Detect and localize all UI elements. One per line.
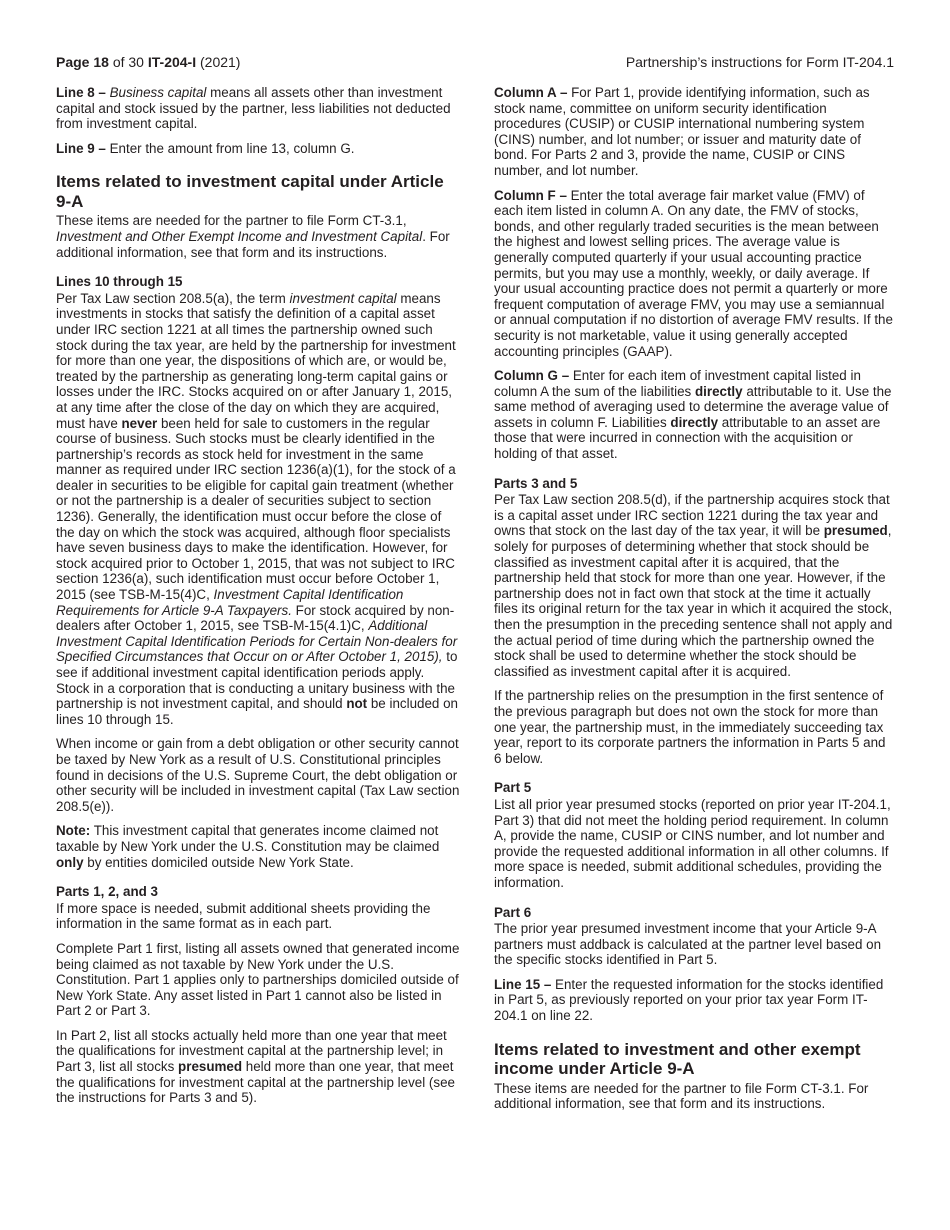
page-header bbox=[56, 53, 894, 71]
note-paragraph: Note: This investment capital that generates income claimed not taxable by New York under the U.S. Constitution may be claimed only by entities domiciled outside New York State. bbox=[56, 823, 440, 870]
section-heading-exempt-income: Items related to investment and other exempt income under Article 9-A bbox=[494, 1039, 861, 1079]
page-total: of 30 bbox=[108, 54, 148, 70]
exempt-income-intro: These items are needed for the partner to file Form CT-3.1. For additional information, see that form and its instructions. bbox=[494, 1080, 869, 1112]
header-title: Partnership’s instructions for Form IT-204.1 bbox=[625, 54, 894, 70]
form-year: (2021) bbox=[196, 54, 241, 70]
heading-parts-1-2-3: Parts 1, 2, and 3 bbox=[56, 884, 158, 900]
line8-paragraph: Line 8 – Business capital means all assets other than investment capital and stock issued by the partner, less liabilities not deducted from investment capital. bbox=[56, 85, 451, 132]
lines-10-15-paragraph: Per Tax Law section 208.5(a), the term investment capital means investments in stocks that satisfy the definition of a capital asset under IRC section 1221 at all times the partnership owned such stock during the tax year, are held by the partnership for investment for more than one year, the dispositions of which are, or would be, treated by the partnership as generating long-term capital gains or losses under the IRC. Stocks acquired on or after January 1, 2015, at any time after the close of the day on which they are acquired, must have never been held for sale to customers in the regular course of business. Such stocks must be clearly identified in the partnership’s records as stock held for investment in the same manner as required under IRC section 1236(a)(1), for the stock of a dealer in securities to be eligible for capital gain treatment (whether or not the partnership is a dealer of securities subject to section 1236). Generally, the identification must occur before the close of the day on which the stock was acquired, although floor specialists have seven business days to make the identification. However, for stock acquired prior to October 1, 2015, that was not subject to IRC section 1236(a), such identification must occur before October 1, 2015 (see TSB-M-15(4)C, Investment Capital Identification Requirements for Article 9-A Taxpayers. For stock acquired by non-dealers after October 1, 2015, see TSB-M-15(4.1)C, Additional Investment Capital Identification Periods for Certain Non-dealers for Specified Circumstances that Occur on or After October 1, 2015), to see if additional investment capital identification periods apply. Stock in a corporation that is conducting a unitary business with the partnership is not investment capital, and should not be included on lines 10 through 15. bbox=[56, 290, 458, 727]
part-5-paragraph: List all prior year presumed stocks (reported on prior year IT-204.1, Part 3) that did not meet the holding period requirement. In column A, provide the name, CUSIP or CINS number, and lot number and provide the requested additional information in all other columns. If more space is needed, submit additional schedules, providing the information. bbox=[494, 796, 891, 890]
column-g-paragraph: Column G – Enter for each item of investment capital listed in column A the sum of the liabilities directly attributable to it. Use the same method of averaging used to determine the average value of assets in column F. Liabilities directly attributable to an asset are those that were incurred in connection with the acquisition or holding of that asset. bbox=[494, 368, 892, 462]
debt-obligation-paragraph: When income or gain from a debt obligation or other security cannot be taxed by New York as a result of U.S. Constitutional principles found in decisions of the U.S. Supreme Court, the debt obligation or other security will be included in investment capital (Tax Law section 208.5(e)). bbox=[56, 736, 460, 814]
investment-capital-intro: These items are needed for the partner to file Form CT-3.1, Investment and Other Exempt Income and Investment Capital. For additional information, see that form and its instructions. bbox=[56, 213, 450, 260]
parts-3-5-paragraph-1: Per Tax Law section 208.5(d), if the partnership acquires stock that is a capital asset under IRC section 1221 during the tax year and owns that stock on the last day of the tax year, it will be presumed, solely for purposes of determining whether that stock should be classified as investment capital after it is acquired, that the partnership held that stock for more than one year. However, if the partnership does not in fact own that stock at the time it actually files its original return for the tax year in which it acquired the stock, then the presumption in the preceding sentence shall not apply and the actual period of time during which the partnership owned the stock shall be used to determine whether the stock should be classified as investment capital after it is acquired. bbox=[494, 492, 893, 679]
part-6-paragraph: The prior year presumed investment income that your Article 9-A partners must addback is calculated at the partner level based on the specific stocks identified in Part 5. bbox=[494, 921, 882, 968]
page-number-label bbox=[56, 53, 240, 71]
column-a-paragraph: Column A – For Part 1, provide identifying information, such as stock name, committee on uniform security identification procedures (CUSIP) or CUSIP international numbering system (CINS) number, and lot number; or issuer and maturity date of bond. For Parts 2 and 3, provide the name, CUSIP or CINS number, and lot number. bbox=[494, 85, 870, 178]
parts-paragraph-2: Complete Part 1 first, listing all assets owned that generated income being claimed as not taxable by New York under the U.S. Constitution. Part 1 applies only to partnerships domiciled outside of New York State. Any asset listed in Part 1 cannot also be listed in Part 2 or Part 3. bbox=[56, 940, 460, 1019]
parts-paragraph-1: If more space is needed, submit additional sheets providing the information in the same format as in each part. bbox=[56, 900, 431, 932]
heading-lines-10-15: Lines 10 through 15 bbox=[56, 274, 183, 290]
heading-parts-3-5: Parts 3 and 5 bbox=[494, 475, 578, 491]
column-f-paragraph: Column F – Enter the total average fair market value (FMV) of each item listed in column A. On any date, the FMV of stocks, bonds, and other regularly traded securities is the mean between the highest and lowest selling prices. The average value is generally computed quarterly if your usual accounting practice permits, but you may use a monthly, weekly, or daily average. If your usual accounting practice does not permit a quarterly or more frequent computation of average FMV, you may use a semiannual or annual computation if no distortion of average FMV results. If the security is not marketable, value it using generally accepted accounting principles (GAAP). bbox=[494, 187, 893, 359]
parts-3-5-paragraph-2: If the partnership relies on the presumption in the first sentence of the previous paragraph but does not own the stock for more than one year, the partnership must, in the immediately succeeding tax year, report to its corporate partners the information in Parts 5 and 6 below. bbox=[494, 688, 886, 766]
right-column bbox=[494, 85, 896, 1121]
form-id: IT-204-I bbox=[147, 54, 197, 70]
heading-part-5: Part 5 bbox=[494, 780, 532, 796]
heading-part-6: Part 6 bbox=[494, 904, 532, 920]
line9-paragraph: Line 9 – Enter the amount from line 13, column G. bbox=[56, 140, 355, 156]
line15-paragraph: Line 15 – Enter the requested information for the stocks identified in Part 5, as previously reported on your prior tax year Form IT-204.1 on line 22. bbox=[494, 976, 884, 1024]
section-heading-investment-capital: Items related to investment capital under Article 9-A bbox=[56, 172, 444, 211]
parts-paragraph-3: In Part 2, list all stocks actually held more than one year that meet the qualifications for investment capital at the partnership level; in Part 3, list all stocks presumed held more than one year, that meet the qualifications for investment capital at the partnership level (see the instructions for Parts 3 and 5). bbox=[56, 1027, 455, 1106]
left-column bbox=[56, 85, 460, 1115]
page-number: Page 18 bbox=[56, 54, 109, 70]
